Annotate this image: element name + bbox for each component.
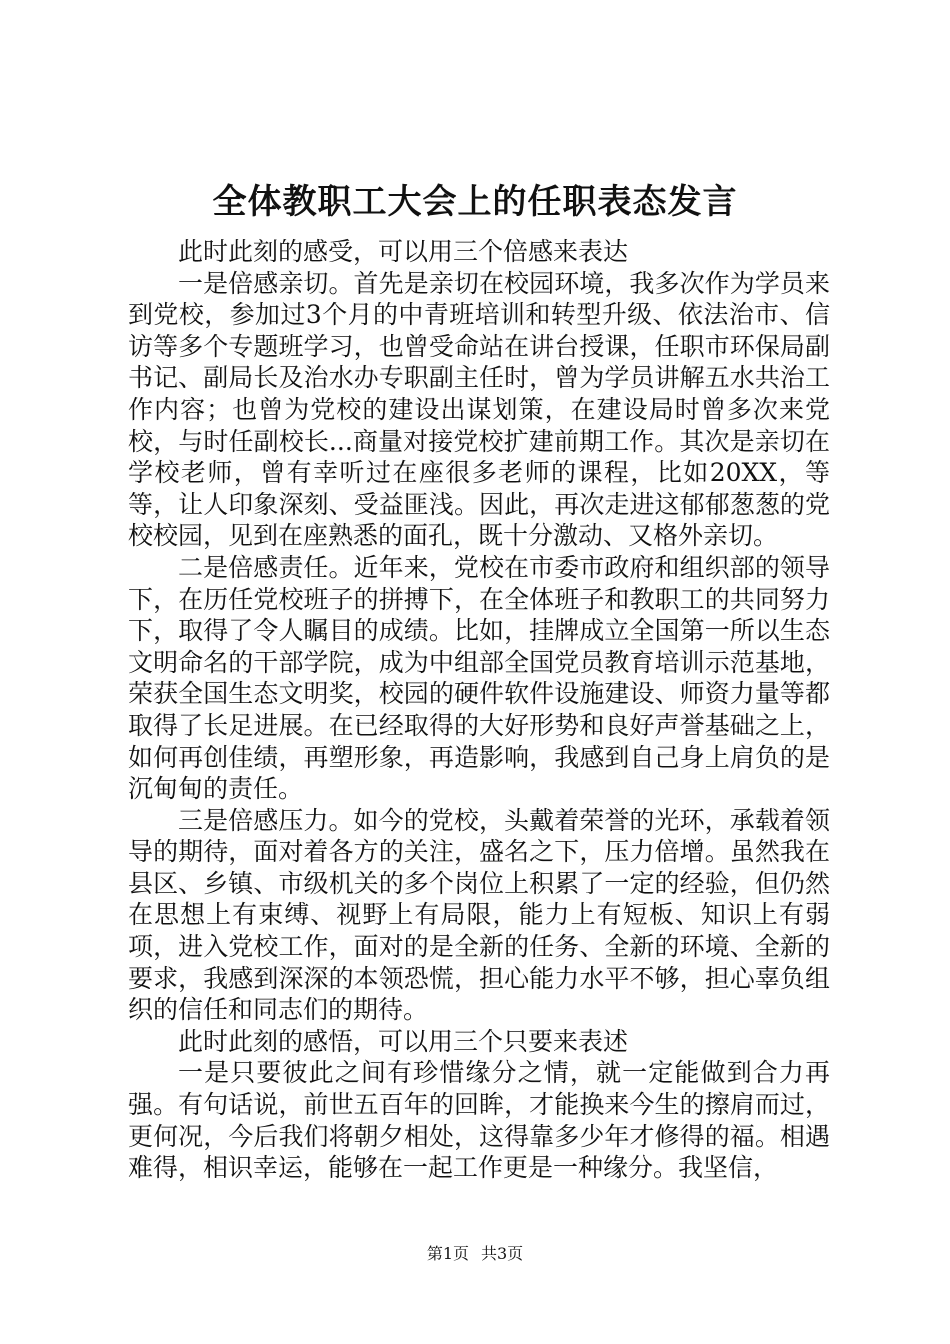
paragraph: 一是只要彼此之间有珍惜缘分之情，就一定能做到合力再强。有句话说，前世五百年的回眸，才能换来今生的擦肩而过，更何况，今后我们将朝夕相处，这得靠多少年才修得的福。相遇难得，相识幸运，能够在一起工作更是一种缘分。我坚信， <box>128 1058 830 1183</box>
page-number: 第1页 <box>426 1244 469 1263</box>
paragraph: 二是倍感责任。近年来，党校在市委市政府和组织部的领导下，在历任党校班子的拼搏下，在全体班子和教职工的共同努力下，取得了令人瞩目的成绩。比如，挂牌成立全国第一所以生态文明命名的干部学院，成为中组部全国党员教育培训示范基地，荣获全国生态文明奖，校园的硬件软件设施建设、师资力量等都取得了长足进展。在已经取得的大好形势和良好声誉基础之上，如何再创佳绩，再塑形象，再造影响，我感到自己身上肩负的是沉甸甸的责任。 <box>128 552 830 804</box>
paragraph: 三是倍感压力。如今的党校，头戴着荣誉的光环，承载着领导的期待，面对着各方的关注，盛名之下，压力倍增。虽然我在县区、乡镇、市级机关的多个岗位上积累了一定的经验，但仍然在思想上有束缚、视野上有局限，能力上有短板、知识上有弱项，进入党校工作，面对的是全新的任务、全新的环境、全新的要求，我感到深深的本领恐慌，担心能力水平不够，担心辜负组织的信任和同志们的期待。 <box>128 805 830 1025</box>
document-title: 全体教职工大会上的任职表态发言 <box>212 182 738 222</box>
paragraph: 一是倍感亲切。首先是亲切在校园环境，我多次作为学员来到党校，参加过3个月的中青班培训和转型升级、依法治市、信访等多个专题班学习，也曾受命站在讲台授课，任职市环保局副书记、副局长及治水办专职副主任时，曾为学员讲解五水共治工作内容；也曾为党校的建设出谋划策，在建设局时曾多次来党校，与时任副校长...商量对接党校扩建前期工作。其次是亲切在学校老师，曾有幸听过在座很多老师的课程，比如20XX，等等，让人印象深刻、受益匪浅。因此，再次走进这郁郁葱葱的党校校园，见到在座熟悉的面孔，既十分激动、又格外亲切。 <box>128 268 830 551</box>
paragraph: 此时此刻的感受，可以用三个倍感来表达 <box>178 237 629 266</box>
document-body <box>128 236 830 1184</box>
page-footer <box>0 1244 950 1264</box>
paragraph: 此时此刻的感悟，可以用三个只要来表述 <box>178 1026 629 1056</box>
page-total: 共3页 <box>481 1244 524 1263</box>
